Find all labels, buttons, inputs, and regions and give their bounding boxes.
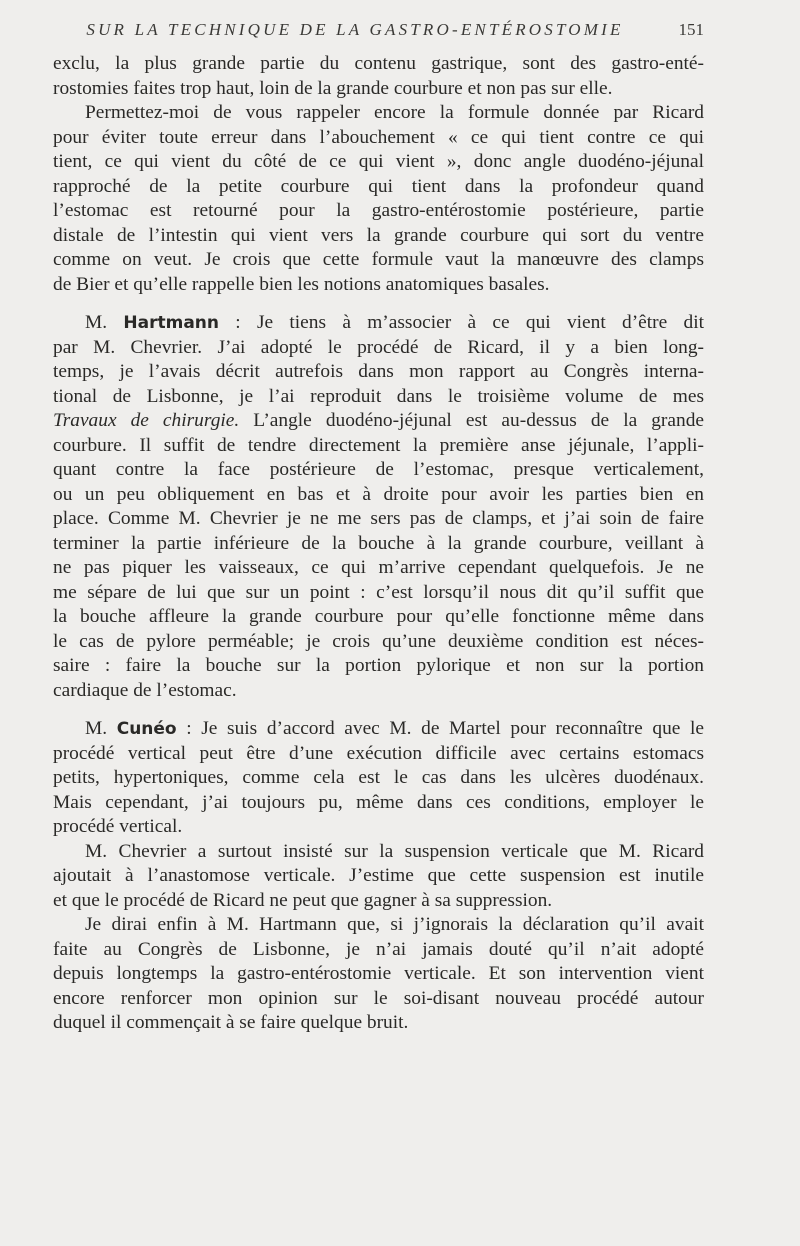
text-line xyxy=(53,717,704,742)
line-rest: L’angle duodéno-jéjunal est au-dessus de la grande xyxy=(239,410,704,431)
running-head xyxy=(0,14,800,44)
line-rest: : Je suis d’accord avec M. de Martel pour reconnaître que le xyxy=(176,718,704,739)
text-line: saire : faire la bouche sur la portion pylorique et non sur la portion xyxy=(53,655,704,676)
running-title: SUR LA TECHNIQUE DE LA GASTRO-ENTÉROSTOMIE xyxy=(86,20,624,39)
text-line: petits, hypertoniques, comme cela est le cas dans les ulcères duodénaux. xyxy=(53,767,704,788)
speaker-name: Hartmann xyxy=(123,313,219,333)
text-line: comme on veut. Je crois que cette formule vaut la manœuvre des clamps xyxy=(53,249,704,270)
text-line: tional de Lisbonne, je l’ai reproduit dans le troisième volume de mes xyxy=(53,385,704,407)
speaker-prefix: M. xyxy=(85,312,124,333)
text-line: procédé vertical peut être d’une exécution difficile avec certains estomacs xyxy=(53,742,704,764)
book-title: Travaux de chirurgie. xyxy=(53,410,240,431)
text-line: rapproché de la petite courbure qui tient dans la profondeur quand xyxy=(53,175,704,197)
paragraph-hartmann xyxy=(53,311,704,703)
paragraph-closing xyxy=(53,913,704,1036)
speaker-prefix: M. xyxy=(85,718,117,739)
text-line: Mais cependant, j’ai toujours pu, même dans ces conditions, employer le xyxy=(53,791,704,813)
text-line: et que le procédé de Ricard ne peut que gagner à sa suppression. xyxy=(53,889,553,911)
text-line xyxy=(53,409,704,434)
text-line: Permettez-moi de vous rappeler encore la formule donnée par Ricard xyxy=(85,102,704,123)
text-line: le cas de pylore perméable; je crois qu’une deuxième condition est néces- xyxy=(53,630,704,652)
text-line: tient, ce qui vient du côté de ce qui vient », donc angle duodéno-jéjunal xyxy=(53,151,704,172)
text-line: par M. Chevrier. J’ai adopté le procédé de Ricard, il y a bien long- xyxy=(53,336,704,358)
text-line: place. Comme M. Chevrier je ne me sers pas de clamps, et j’ai soin de faire xyxy=(53,508,704,529)
text-line: pour éviter toute erreur dans l’abouchement « ce qui tient contre ce qui xyxy=(53,126,704,148)
paragraph-cuneo xyxy=(53,717,704,840)
text-line: ajoutait à l’anastomose verticale. J’estime que cette suspension est inutile xyxy=(53,865,704,886)
page-number: 151 xyxy=(678,20,704,39)
text-line: procédé vertical. xyxy=(53,816,183,837)
text-line: l’estomac est retourné pour la gastro-entérostomie postérieure, partie xyxy=(53,200,704,221)
text-line: courbure. Il suffit de tendre directement la première anse jéjunale, l’appli- xyxy=(53,434,704,456)
paragraph-suspension xyxy=(53,840,704,914)
text-line: quant contre la face postérieure de l’estomac, presque verticalement, xyxy=(53,459,704,480)
text-line: cardiaque de l’estomac. xyxy=(53,679,237,701)
text-line: ou un peu obliquement en bas et à droite pour avoir les parties bien en xyxy=(53,483,704,505)
text-line: de Bier et qu’elle rappelle bien les notions anatomiques basales. xyxy=(53,273,550,295)
line-rest: : Je tiens à m’associer à ce qui vient d’être dit xyxy=(219,312,705,333)
text-line: Je dirai enfin à M. Hartmann que, si j’ignorais la déclaration qu’il avait xyxy=(85,914,704,935)
speaker-name: Cunéo xyxy=(116,719,177,739)
text-line: me sépare de lui que sur un point : c’est lorsqu’il nous dit qu’il suffit que xyxy=(53,581,704,603)
text-line xyxy=(53,311,704,336)
text-line: distale de l’intestin qui vient vers la grande courbure qui sort du ventre xyxy=(53,224,704,246)
paragraph-continuation xyxy=(53,52,704,101)
paragraph-ricard-formula xyxy=(53,101,704,297)
text-line: temps, je l’avais décrit autrefois dans mon rapport au Congrès interna- xyxy=(53,361,704,382)
text-line: rostomies faites trop haut, loin de la grande courbure et non pas sur elle. xyxy=(53,77,613,99)
text-line: exclu, la plus grande partie du contenu gastrique, sont des gastro-enté- xyxy=(53,53,704,74)
text-line: la bouche affleure la grande courbure pour qu’elle fonctionne même dans xyxy=(53,606,704,627)
text-line: faite au Congrès de Lisbonne, je n’ai jamais douté qu’il n’ait adopté xyxy=(53,938,704,960)
text-line: M. Chevrier a surtout insisté sur la suspension verticale que M. Ricard xyxy=(85,840,704,862)
text-line: ne pas piquer les vaisseaux, ce qui m’arrive cependant quelquefois. Je ne xyxy=(53,557,704,578)
text-line: encore renforcer mon opinion sur le soi-disant nouveau procédé autour xyxy=(53,987,704,1009)
text-line: depuis longtemps la gastro-entérostomie verticale. Et son intervention vient xyxy=(53,963,704,984)
body-text xyxy=(53,52,704,1036)
text-line: duquel il commençait à se faire quelque bruit. xyxy=(53,1012,409,1033)
text-line: terminer la partie inférieure de la bouche à la grande courbure, veillant à xyxy=(53,532,704,554)
